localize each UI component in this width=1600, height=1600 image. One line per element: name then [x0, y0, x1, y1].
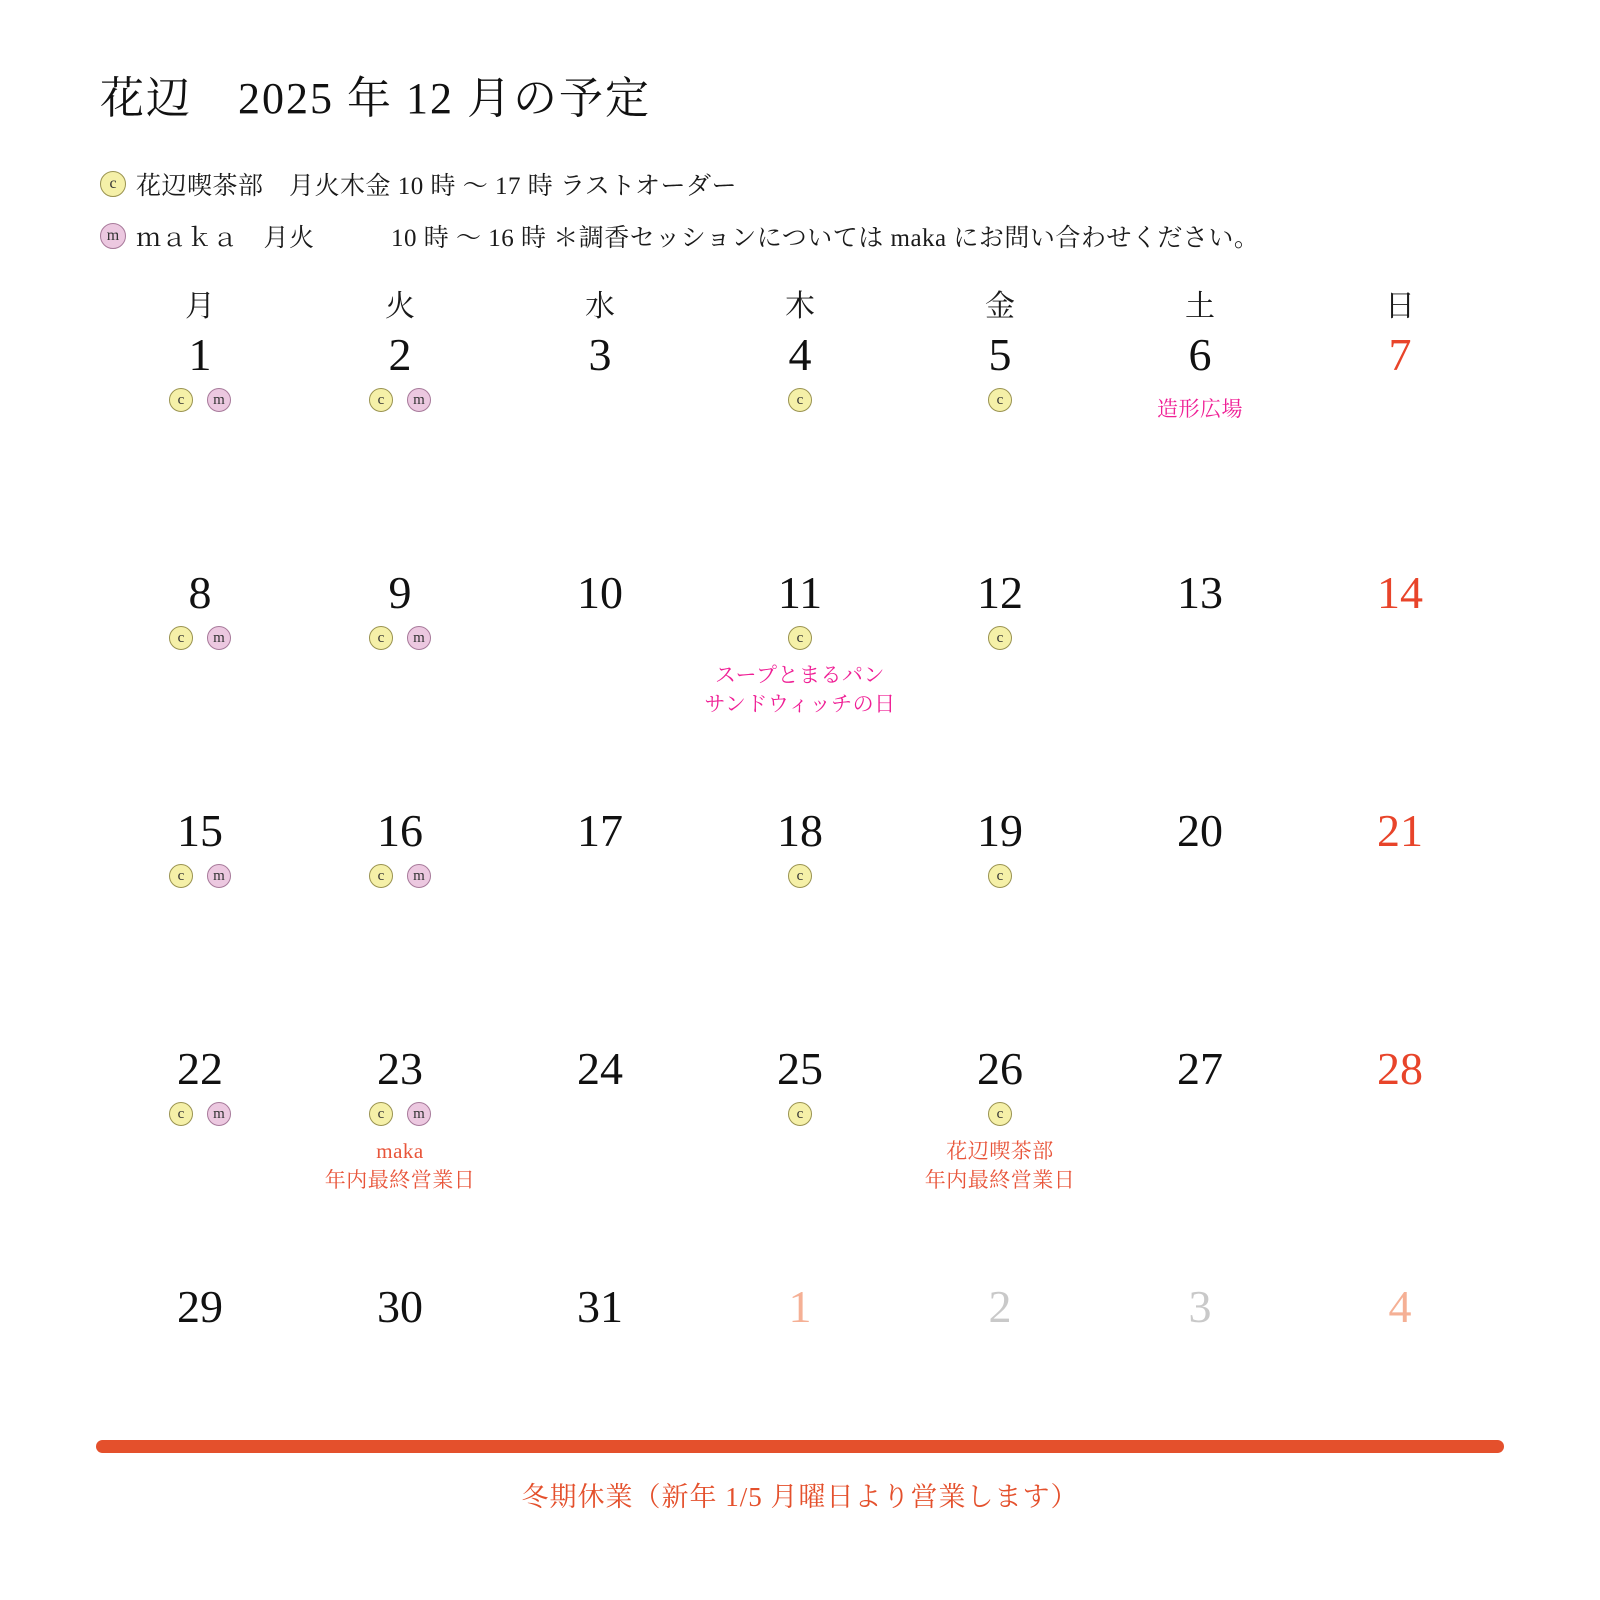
legend-cafe-text: 花辺喫茶部 月火木金 10 時 〜 17 時 ラストオーダー [136, 173, 738, 200]
legend [100, 166, 1500, 254]
day-number: 3 [1188, 1281, 1212, 1332]
day-badges [300, 1101, 500, 1127]
cafe-badge-icon: c [988, 626, 1012, 650]
cafe-badge-icon: c [788, 388, 812, 412]
cafe-badge-icon: c [988, 864, 1012, 888]
calendar-day-cell[interactable] [1300, 807, 1500, 1045]
calendar-day-cell[interactable] [1100, 569, 1300, 807]
day-number: 6 [1188, 329, 1212, 380]
weekday-sat: 土 [1185, 290, 1215, 323]
calendar-day-cell[interactable] [700, 331, 900, 569]
weekday-fri: 金 [985, 290, 1015, 323]
day-number: 19 [977, 805, 1023, 856]
calendar-day-cell[interactable] [100, 331, 300, 569]
maka-badge-icon: m [207, 388, 231, 412]
day-number: 12 [977, 567, 1023, 618]
calendar-day-cell[interactable] [500, 569, 700, 807]
day-number: 1 [188, 329, 212, 380]
day-note: 造形広場 [1157, 397, 1243, 422]
footer [0, 1440, 1600, 1514]
day-number: 28 [1377, 1043, 1423, 1094]
day-number: 25 [777, 1043, 823, 1094]
weekday-header-row [100, 280, 1500, 331]
day-number: 22 [177, 1043, 223, 1094]
day-number: 30 [377, 1281, 423, 1332]
day-number: 21 [1377, 805, 1423, 856]
calendar-day-cell[interactable] [1100, 1045, 1300, 1283]
calendar-day-cell[interactable] [100, 807, 300, 1045]
maka-badge-icon: m [407, 864, 431, 888]
calendar-week-row [100, 569, 1500, 807]
calendar-day-cell[interactable] [700, 1045, 900, 1283]
day-badges [100, 863, 300, 889]
day-badges [300, 863, 500, 889]
maka-badge-icon: m [407, 388, 431, 412]
day-number: 7 [1388, 329, 1412, 380]
cafe-badge-icon: c [100, 171, 126, 197]
day-number: 20 [1177, 805, 1223, 856]
day-badges [100, 625, 300, 651]
calendar-day-cell[interactable] [900, 807, 1100, 1045]
maka-badge-icon: m [207, 626, 231, 650]
calendar-day-cell[interactable] [700, 569, 900, 807]
day-number: 3 [588, 329, 612, 380]
calendar-day-cell[interactable] [300, 331, 500, 569]
cafe-badge-icon: c [369, 864, 393, 888]
day-number: 10 [577, 567, 623, 618]
maka-badge-icon: m [407, 626, 431, 650]
day-number: 15 [177, 805, 223, 856]
calendar-week-row [100, 331, 1500, 569]
calendar-day-cell[interactable] [900, 331, 1100, 569]
day-number: 17 [577, 805, 623, 856]
legend-maka-text: ｍａｋａ 月火 10 時 〜 16 時 ＊調香セッションについては maka にお問い合わせください。 [136, 225, 1260, 252]
closure-note: 冬期休業（新年 1/5 月曜日より営業します） [521, 1482, 1079, 1512]
cafe-badge-icon: c [369, 626, 393, 650]
weekday-sun: 日 [1385, 290, 1415, 323]
day-number: 1 [788, 1281, 812, 1332]
day-number: 2 [988, 1281, 1012, 1332]
calendar-day-cell[interactable] [500, 807, 700, 1045]
day-badges [700, 863, 900, 889]
calendar-day-cell[interactable] [100, 569, 300, 807]
cafe-badge-icon: c [169, 1102, 193, 1126]
day-number: 23 [377, 1043, 423, 1094]
day-badges [900, 1101, 1100, 1127]
day-badges [700, 387, 900, 413]
calendar-day-cell[interactable] [900, 569, 1100, 807]
day-badges [700, 625, 900, 651]
maka-badge-icon: m [100, 223, 126, 249]
calendar-week-row [100, 807, 1500, 1045]
calendar-day-cell[interactable] [1100, 331, 1300, 569]
calendar-day-cell[interactable] [300, 569, 500, 807]
maka-badge-icon: m [407, 1102, 431, 1126]
weekday-mon: 月 [185, 290, 215, 323]
day-badges [900, 863, 1100, 889]
weekday-tue: 火 [385, 290, 415, 323]
calendar-day-cell[interactable] [1300, 1045, 1500, 1283]
day-number: 8 [188, 567, 212, 618]
calendar-day-cell[interactable] [1100, 807, 1300, 1045]
cafe-badge-icon: c [988, 388, 1012, 412]
day-number: 2 [388, 329, 412, 380]
calendar-week-row [100, 1045, 1500, 1283]
day-number: 24 [577, 1043, 623, 1094]
cafe-badge-icon: c [169, 864, 193, 888]
calendar-day-cell[interactable] [1300, 569, 1500, 807]
day-number: 27 [1177, 1043, 1223, 1094]
calendar-day-cell[interactable] [900, 1045, 1100, 1283]
calendar-day-cell[interactable] [300, 1045, 500, 1283]
cafe-badge-icon: c [988, 1102, 1012, 1126]
day-badges [700, 1101, 900, 1127]
day-number: 9 [388, 567, 412, 618]
day-note: maka 年内最終営業日 [324, 1139, 476, 1192]
cafe-badge-icon: c [788, 864, 812, 888]
day-number: 4 [788, 329, 812, 380]
calendar-day-cell[interactable] [100, 1045, 300, 1283]
calendar-day-cell[interactable] [500, 1045, 700, 1283]
page-title: 花辺 2025 年 12 月の予定 [100, 74, 651, 123]
cafe-badge-icon: c [169, 388, 193, 412]
weekday-wed: 水 [585, 290, 615, 323]
day-number: 4 [1388, 1281, 1412, 1332]
day-number: 31 [577, 1281, 623, 1332]
day-number: 13 [1177, 567, 1223, 618]
cafe-badge-icon: c [788, 626, 812, 650]
maka-badge-icon: m [207, 1102, 231, 1126]
day-badges [300, 387, 500, 413]
day-badges [100, 1101, 300, 1127]
day-number: 18 [777, 805, 823, 856]
day-number: 5 [988, 329, 1012, 380]
cafe-badge-icon: c [369, 1102, 393, 1126]
day-number: 14 [1377, 567, 1423, 618]
day-number: 26 [977, 1043, 1023, 1094]
calendar-day-cell[interactable] [500, 331, 700, 569]
calendar-day-cell[interactable] [1300, 331, 1500, 569]
legend-row-maka [100, 218, 1500, 254]
calendar-day-cell[interactable] [300, 807, 500, 1045]
maka-badge-icon: m [207, 864, 231, 888]
day-note: 花辺喫茶部 年内最終営業日 [924, 1139, 1076, 1192]
calendar-table [100, 280, 1500, 1521]
cafe-badge-icon: c [369, 388, 393, 412]
day-badges [100, 387, 300, 413]
day-number: 29 [177, 1281, 223, 1332]
day-note: スープとまるパン サンドウィッチの日 [704, 663, 896, 716]
legend-row-cafe [100, 166, 1500, 202]
day-badges [900, 625, 1100, 651]
cafe-badge-icon: c [169, 626, 193, 650]
calendar-body [100, 331, 1500, 1521]
closure-bar [96, 1440, 1504, 1453]
day-number: 11 [777, 567, 823, 618]
calendar-day-cell[interactable] [700, 807, 900, 1045]
day-badges [900, 387, 1100, 413]
day-badges [300, 625, 500, 651]
day-number: 16 [377, 805, 423, 856]
cafe-badge-icon: c [788, 1102, 812, 1126]
weekday-thu: 木 [785, 290, 815, 323]
